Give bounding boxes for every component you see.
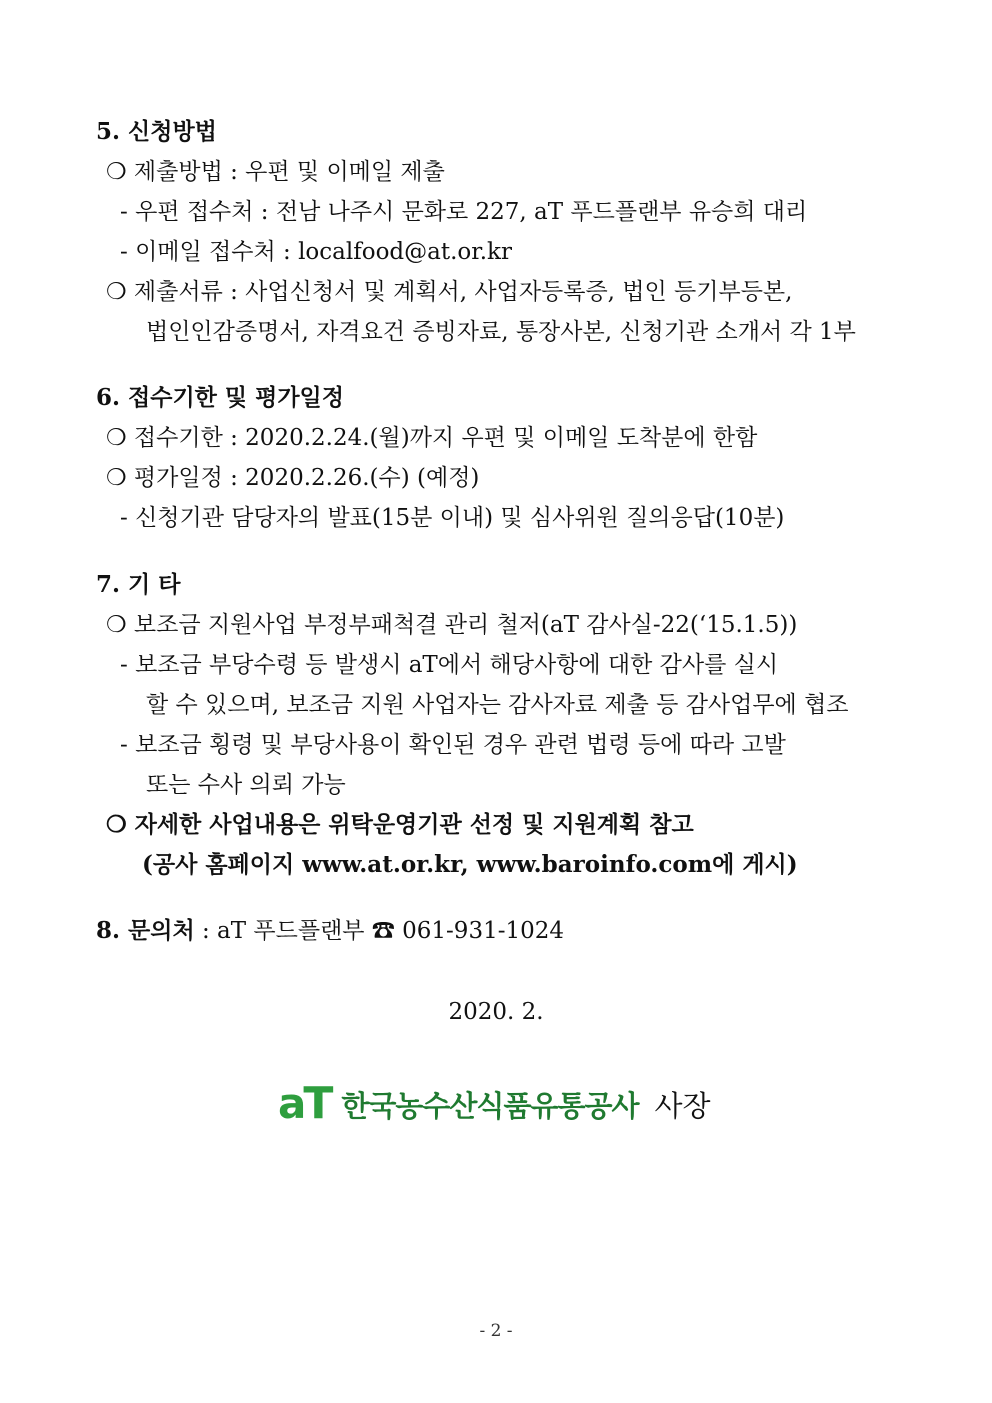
submission-method: ❍ 제출방법 : 우편 및 이메일 제출 [106,159,445,185]
audit-notice-2: 할 수 있으며, 보조금 지원 사업자는 감사자료 제출 등 감사업무에 협조 [146,692,849,718]
detail-reference-2: (공사 홈페이지 www.at.or.kr, www.baroinfo.com에 게시) [142,851,798,878]
detail-reference-1: ❍ 자세한 사업내용은 위탁운영기관 선정 및 지원계획 참고 [106,811,694,838]
section-8-line [96,916,564,946]
evaluation-detail: - 신청기관 담당자의 발표(15분 이내) 및 심사위원 질의응답(10분) [120,505,785,531]
page-number: - 2 - [479,1321,513,1341]
logo-letter-t: T [303,1078,334,1129]
signatory-title: 사장 [654,1088,711,1123]
organization-name: 한국농수산식품유통공사 [341,1088,639,1123]
audit-notice-1: - 보조금 부당수령 등 발생시 aT에서 해당사항에 대한 감사를 실시 [120,652,779,678]
issue-date: 2020. 2. [448,999,544,1025]
email-address: - 이메일 접수처 : localfood@at.or.kr [120,239,512,265]
embezzlement-notice-1: - 보조금 횡령 및 부당사용이 확인된 경우 관련 법령 등에 따라 고발 [120,732,786,758]
required-documents-1: ❍ 제출서류 : 사업신청서 및 계획서, 사업자등록증, 법인 등기부등본, [106,279,793,305]
embezzlement-notice-2: 또는 수사 의뢰 가능 [146,772,346,798]
section-7-heading: 7. 기 타 [96,571,181,598]
signature-block [278,1078,711,1129]
logo-letter-a: a [278,1079,304,1128]
postal-address: - 우편 접수처 : 전남 나주시 문화로 227, aT 푸드플랜부 유승희 대리 [120,199,808,225]
required-documents-2: 법인인감증명서, 자격요건 증빙자료, 통장사본, 신청기관 소개서 각 1부 [146,319,856,345]
application-deadline: ❍ 접수기한 : 2020.2.24.(월)까지 우편 및 이메일 도착분에 한함 [106,425,758,451]
section-5-heading: 5. 신청방법 [96,118,217,145]
contact-info: : aT 푸드플랜부 ☎ 061-931-1024 [194,918,565,944]
section-8-heading: 8. 문의처 [96,917,195,944]
evaluation-schedule: ❍ 평가일정 : 2020.2.26.(수) (예정) [106,465,480,491]
subsidy-management: ❍ 보조금 지원사업 부정부패척결 관리 철저(aT 감사실-22(‘15.1.5)) [106,612,798,638]
section-6-heading: 6. 접수기한 및 평가일정 [96,384,344,411]
at-logo [278,1078,334,1129]
